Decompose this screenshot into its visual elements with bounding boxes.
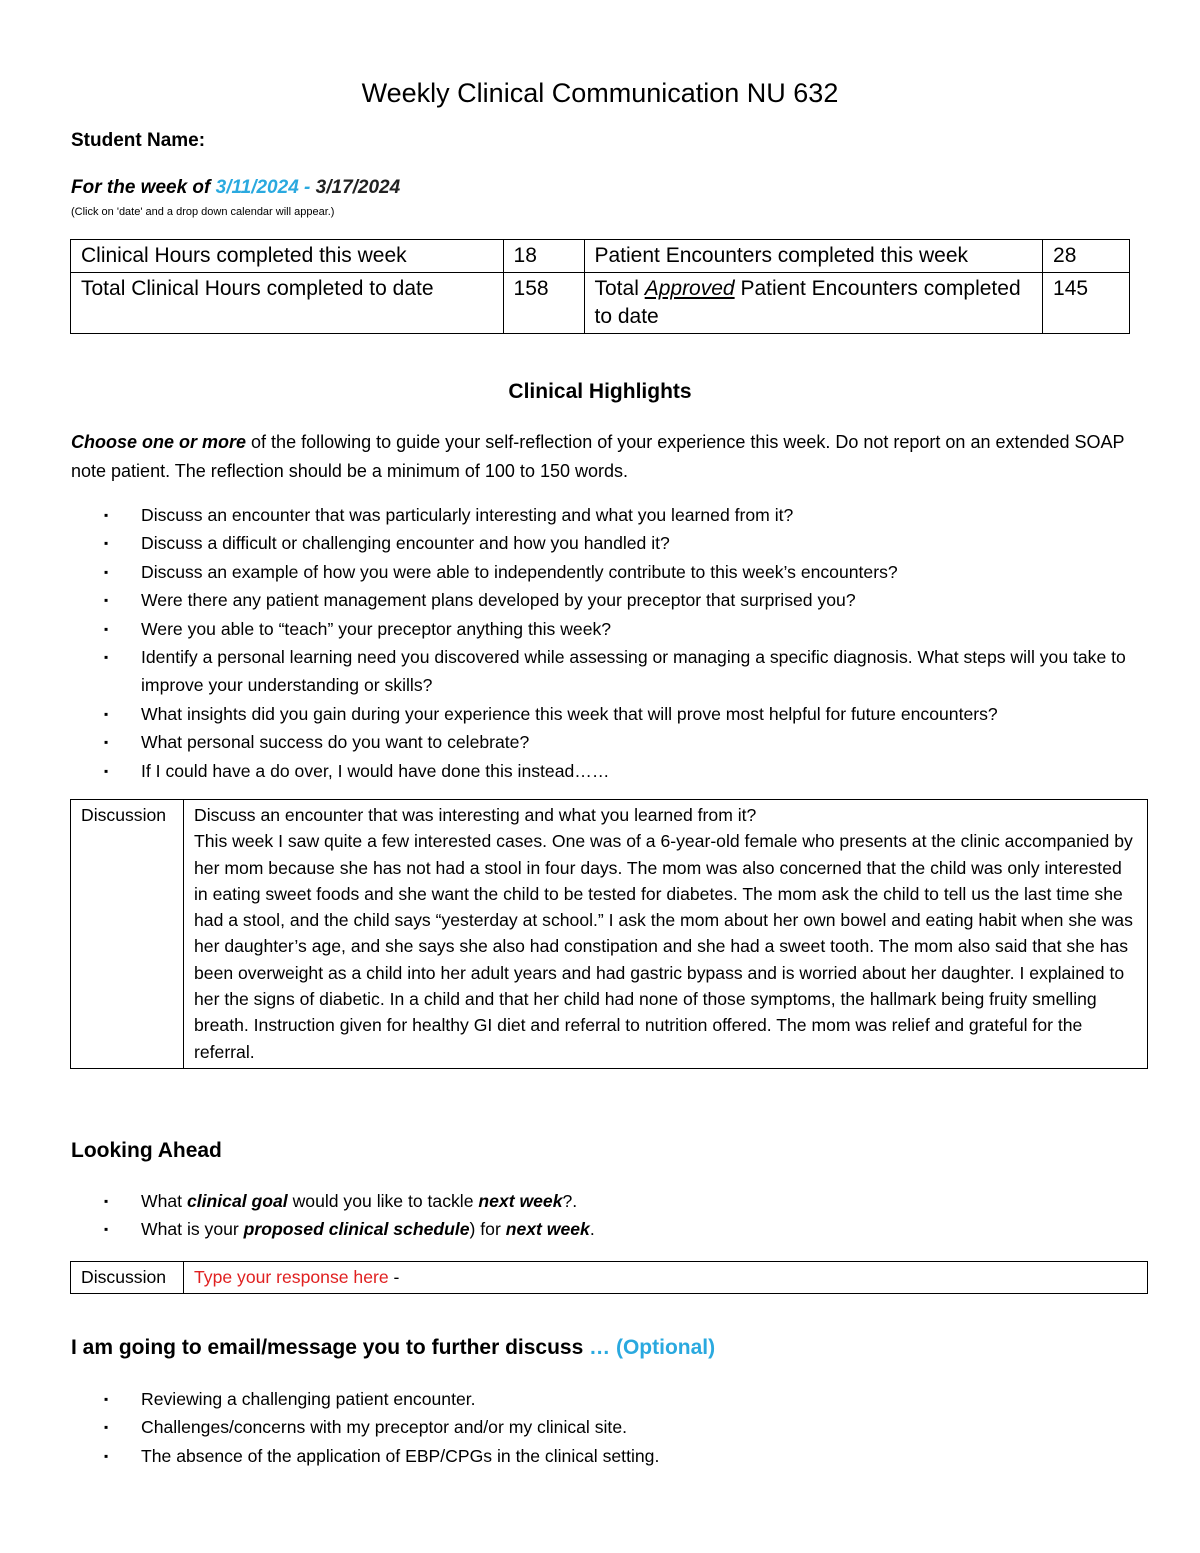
followup-list bbox=[104, 1385, 1134, 1470]
week-of-line bbox=[71, 177, 400, 199]
list-item bbox=[104, 1215, 1134, 1243]
hours-total-label: Total Clinical Hours completed to date bbox=[71, 273, 504, 334]
table-row bbox=[71, 800, 1148, 1069]
looking-ahead-heading: Looking Ahead bbox=[71, 1139, 222, 1162]
encounters-week-value[interactable]: 28 bbox=[1043, 240, 1130, 273]
week-start-date[interactable]: 3/11/2024 bbox=[215, 177, 299, 198]
date-hint: (Click on 'date' and a drop down calendar will appear.) bbox=[71, 206, 335, 218]
hours-week-label: Clinical Hours completed this week bbox=[71, 240, 504, 273]
followup-heading-text: I am going to email/message you to further discuss bbox=[71, 1336, 584, 1359]
response-dash: - bbox=[393, 1267, 400, 1287]
list-item: ▪ Were you able to “teach” your preceptor anything this week? bbox=[104, 615, 1134, 643]
encounters-week-label: Patient Encounters completed this week bbox=[584, 240, 1043, 273]
hours-total-value[interactable]: 158 bbox=[503, 273, 584, 334]
page-title: Weekly Clinical Communication NU 632 bbox=[361, 78, 839, 108]
list-item: ▪ Challenges/concerns with my preceptor and/or my clinical site. bbox=[104, 1413, 1134, 1441]
student-name-label: Student Name: bbox=[71, 130, 206, 151]
list-item: ▪ The absence of the application of EBP/CPGs in the clinical setting. bbox=[104, 1442, 1134, 1470]
followup-heading bbox=[71, 1336, 715, 1360]
goal-em1: clinical goal bbox=[186, 1191, 288, 1211]
encounters-total-pre: Total bbox=[594, 277, 639, 300]
list-item: ▪ Discuss an example of how you were able to independently contribute to this week’s encounters? bbox=[104, 558, 1134, 586]
intro-text: of the following to guide your self-reflection of your experience this week. Do not report on an extended SOAP note patient. The reflection should be a minimum of 100 to 150 words. bbox=[71, 432, 1125, 481]
schedule-mid: ) for bbox=[469, 1219, 501, 1240]
table-row bbox=[71, 1262, 1148, 1294]
goal-post: ?. bbox=[562, 1191, 578, 1211]
response-placeholder[interactable]: Type your response here bbox=[194, 1267, 389, 1287]
list-item bbox=[104, 1187, 1134, 1215]
discussion-body: This week I saw quite a few interested cases. One was of a 6-year-old female who presents at the clinic accompanied by her mom because she has not had a stool in four days. The mom was also concerned that the child was only interested in eating sweet foods and she want the child to be tested for diabetes. The mom ask the child to tell us the last time she had a stool, and the child says “yesterday at school.” I ask the mom about her own bowel and eating habit when she was her daughter’s age, and she says she also had constipation and she had a sweet tooth. The mom also said that she has been overweight as a child into her adult years and had gastric bypass and is worried about her daughter. I explained to her the signs of diabetic. In a child and that her child had none of those symptoms, the hallmark being fruity smelling breath. Instruction given for healthy GI diet and referral to nutrition offered. The mom was relief and grateful for the referral. bbox=[194, 831, 1133, 1062]
encounters-total-post: Patient Encounters completed to date bbox=[594, 277, 1021, 328]
discussion-label: Discussion bbox=[71, 1262, 184, 1294]
discussion-response[interactable] bbox=[184, 1262, 1148, 1294]
week-end-date[interactable]: 3/17/2024 bbox=[315, 177, 401, 198]
looking-ahead-list bbox=[104, 1187, 1134, 1244]
clinical-highlights-heading: Clinical Highlights bbox=[508, 380, 692, 403]
list-item: ▪ Were there any patient management plans developed by your preceptor that surprised you? bbox=[104, 586, 1134, 614]
encounters-total-label bbox=[584, 273, 1043, 334]
hours-week-value[interactable]: 18 bbox=[503, 240, 584, 273]
discussion-question: Discuss an encounter that was interesting and what you learned from it? bbox=[194, 805, 757, 825]
list-item: ▪ What personal success do you want to celebrate? bbox=[104, 728, 1134, 756]
goal-pre: What bbox=[141, 1191, 183, 1211]
table-row bbox=[71, 240, 1130, 273]
approved-word: Approved bbox=[644, 277, 735, 300]
list-item: ▪ Reviewing a challenging patient encounter. bbox=[104, 1385, 1134, 1413]
list-item: ▪ What insights did you gain during your experience this week that will prove most helpful for future encounters? bbox=[104, 700, 1134, 728]
discussion-label: Discussion bbox=[71, 800, 184, 1069]
goal-em2: next week bbox=[478, 1191, 563, 1211]
schedule-pre: What is your bbox=[141, 1219, 239, 1240]
optional-label: … (Optional) bbox=[589, 1336, 716, 1359]
schedule-post: . bbox=[589, 1219, 595, 1240]
intro-emphasis: Choose one or more bbox=[71, 432, 247, 452]
list-item: ▪ If I could have a do over, I would have done this instead…… bbox=[104, 757, 1134, 785]
goal-mid: would you like to tackle bbox=[292, 1191, 474, 1211]
discussion-response[interactable] bbox=[184, 800, 1148, 1069]
list-item: ▪ Identify a personal learning need you discovered while assessing or managing a specific diagnosis. What steps will you take to improve your understanding or skills? bbox=[104, 643, 1134, 700]
highlights-intro bbox=[71, 428, 1131, 486]
clinical-hours-table bbox=[70, 239, 1130, 334]
list-item: ▪ Discuss an encounter that was particularly interesting and what you learned from it? bbox=[104, 501, 1134, 529]
schedule-em1: proposed clinical schedule bbox=[243, 1219, 470, 1240]
list-item: ▪ Discuss a difficult or challenging encounter and how you handled it? bbox=[104, 529, 1134, 557]
week-date-separator: - bbox=[304, 177, 311, 198]
table-row bbox=[71, 273, 1130, 334]
discussion-table-highlights bbox=[70, 799, 1148, 1069]
week-label: For the week of bbox=[71, 177, 211, 198]
discussion-table-looking-ahead bbox=[70, 1261, 1148, 1294]
encounters-total-value[interactable]: 145 bbox=[1043, 273, 1130, 334]
schedule-em2: next week bbox=[505, 1219, 590, 1240]
reflection-prompts-list bbox=[104, 501, 1134, 785]
